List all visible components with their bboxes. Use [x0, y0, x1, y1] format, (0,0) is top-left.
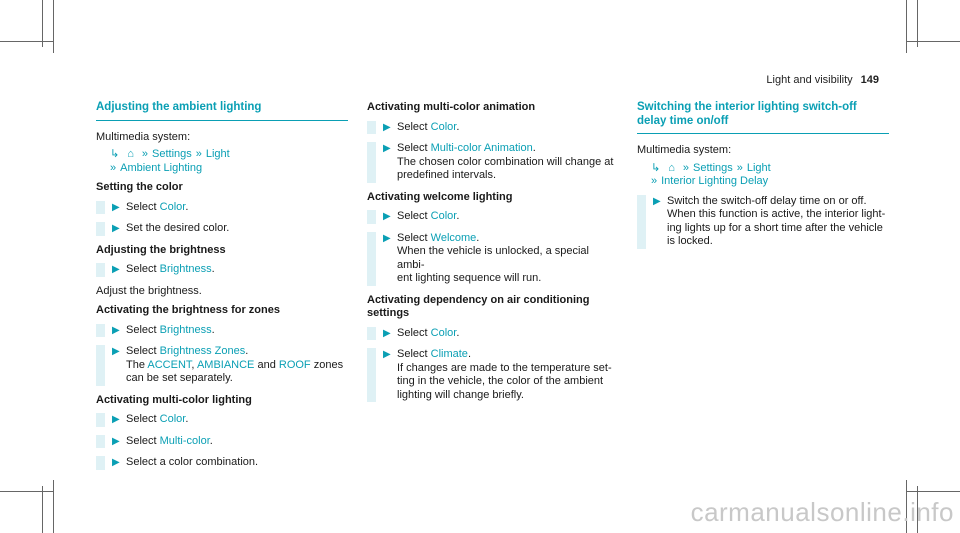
menu-path-line2	[96, 162, 348, 176]
path-light: Light	[746, 161, 771, 174]
double-chevron-icon: »	[736, 161, 743, 174]
crop-mark	[53, 480, 54, 533]
step-text: Select Brightness.	[126, 323, 215, 336]
heading-aircon: Activating dependency on air conditioning settings	[367, 293, 590, 319]
step-text: Select Color.	[397, 326, 460, 339]
step-bar	[637, 195, 646, 249]
column-3	[637, 101, 889, 257]
double-chevron-icon: »	[682, 161, 689, 174]
step-arrow-icon: ▶	[383, 143, 391, 154]
step	[96, 345, 348, 386]
crop-mark	[53, 0, 54, 53]
crop-mark	[917, 0, 918, 47]
step	[96, 456, 348, 470]
page-header	[766, 74, 879, 86]
step-arrow-icon: ▶	[383, 211, 391, 222]
watermark: carmanualsonline.info	[690, 497, 954, 527]
double-chevron-icon: »	[195, 148, 202, 160]
menu-path-line2	[637, 175, 889, 189]
step-text: Select Color.	[126, 413, 189, 425]
step-bar	[96, 345, 105, 386]
step-text: Select Multi-color.	[126, 434, 213, 447]
path-settings: Settings	[693, 161, 733, 174]
step-arrow-icon: ▶	[653, 195, 661, 207]
home-icon: ⌂	[127, 148, 134, 160]
column-1	[96, 101, 348, 478]
home-icon: ⌂	[668, 161, 675, 174]
step-bar	[96, 435, 105, 449]
step	[367, 121, 619, 135]
heading-zones: Activating the brightness for zones	[96, 304, 280, 316]
crop-mark	[906, 0, 907, 53]
double-chevron-icon: »	[141, 148, 148, 160]
step-bar	[96, 201, 105, 215]
system-label: Multimedia system:	[637, 144, 732, 156]
step-text: Select a color combination.	[126, 456, 259, 468]
step	[96, 435, 348, 449]
path-settings: Settings	[152, 148, 192, 160]
step-arrow-icon: ▶	[112, 346, 120, 357]
step	[367, 142, 619, 183]
heading-setting-color: Setting the color	[96, 181, 183, 193]
step-arrow-icon: ▶	[112, 414, 120, 425]
step	[96, 201, 348, 215]
step-bar	[96, 413, 105, 427]
crop-mark	[0, 41, 53, 42]
step-arrow-icon: ▶	[112, 457, 120, 468]
step-bar	[96, 263, 105, 277]
section-title-delay: Switching the interior lighting switch-off delay time on/off	[637, 101, 889, 134]
step	[367, 348, 619, 402]
step-bar	[367, 348, 376, 402]
crop-mark	[906, 41, 960, 42]
header-section: Light and visibility	[766, 74, 853, 86]
arrow-return-icon: ↳	[110, 148, 120, 160]
step-text: Select Multi-color Animation. The chosen color combination will change at predefined intervals.	[397, 142, 614, 181]
crop-mark	[0, 491, 53, 492]
step-bar	[96, 324, 105, 338]
step	[367, 232, 619, 286]
menu-path	[96, 148, 348, 162]
arrow-return-icon: ↳	[651, 161, 661, 174]
step-text: Set the desired color.	[126, 222, 230, 234]
menu-path	[637, 162, 889, 176]
step-arrow-icon: ▶	[112, 324, 120, 336]
step-bar	[96, 222, 105, 236]
crop-mark	[42, 486, 43, 533]
plain-text: Adjust the brightness.	[96, 284, 202, 297]
step-text: Select Climate. If changes are made to the temperature set- ting in the vehicle, the color of the ambient lighting will change briefly.	[397, 348, 612, 401]
crop-mark	[906, 491, 960, 492]
step-text: Select Color.	[397, 120, 460, 133]
step-text: Select Brightness Zones. The ACCENT, AMBIANCE and ROOF zones can be set separately.	[126, 345, 344, 384]
step	[96, 263, 348, 277]
step-bar	[367, 327, 376, 341]
step-bar	[96, 456, 105, 470]
system-label: Multimedia system:	[96, 130, 191, 143]
step-arrow-icon: ▶	[383, 349, 391, 360]
step-bar	[367, 121, 376, 135]
heading-welcome: Activating welcome lighting	[367, 190, 513, 203]
step-bar	[367, 210, 376, 224]
heading-brightness: Adjusting the brightness	[96, 243, 226, 256]
heading-multicolor: Activating multi-color lighting	[96, 393, 252, 406]
double-chevron-icon: »	[651, 175, 658, 187]
page-number: 149	[860, 74, 879, 86]
step	[96, 324, 348, 338]
step-arrow-icon: ▶	[112, 201, 120, 213]
double-chevron-icon: »	[110, 161, 117, 174]
step-text: Switch the switch-off delay time on or off. When this function is active, the interior light- ing lights up for a short time after the vehicle is locked.	[667, 194, 886, 247]
step-text: Select Brightness.	[126, 263, 215, 275]
step-arrow-icon: ▶	[112, 435, 120, 447]
path-delay: Interior Lighting Delay	[661, 175, 769, 187]
step	[367, 327, 619, 341]
step-bar	[367, 142, 376, 183]
column-2	[367, 101, 619, 410]
step-arrow-icon: ▶	[383, 327, 391, 339]
step	[637, 195, 889, 249]
step	[367, 210, 619, 224]
step-arrow-icon: ▶	[383, 121, 391, 133]
step-arrow-icon: ▶	[383, 232, 391, 244]
step-bar	[367, 232, 376, 286]
heading-animation: Activating multi-color animation	[367, 101, 536, 113]
step-text: Select Welcome. When the vehicle is unlocked, a special ambi- ent lighting sequence will run.	[397, 231, 589, 284]
crop-mark	[42, 0, 43, 47]
step-arrow-icon: ▶	[112, 264, 120, 275]
section-title-ambient: Adjusting the ambient lighting	[96, 101, 348, 121]
step-text: Select Color.	[126, 200, 189, 213]
path-light: Light	[205, 148, 230, 160]
step	[96, 222, 348, 236]
step-arrow-icon: ▶	[112, 223, 120, 234]
step-text: Select Color.	[397, 210, 460, 222]
path-ambient: Ambient Lighting	[120, 161, 203, 174]
step	[96, 413, 348, 427]
